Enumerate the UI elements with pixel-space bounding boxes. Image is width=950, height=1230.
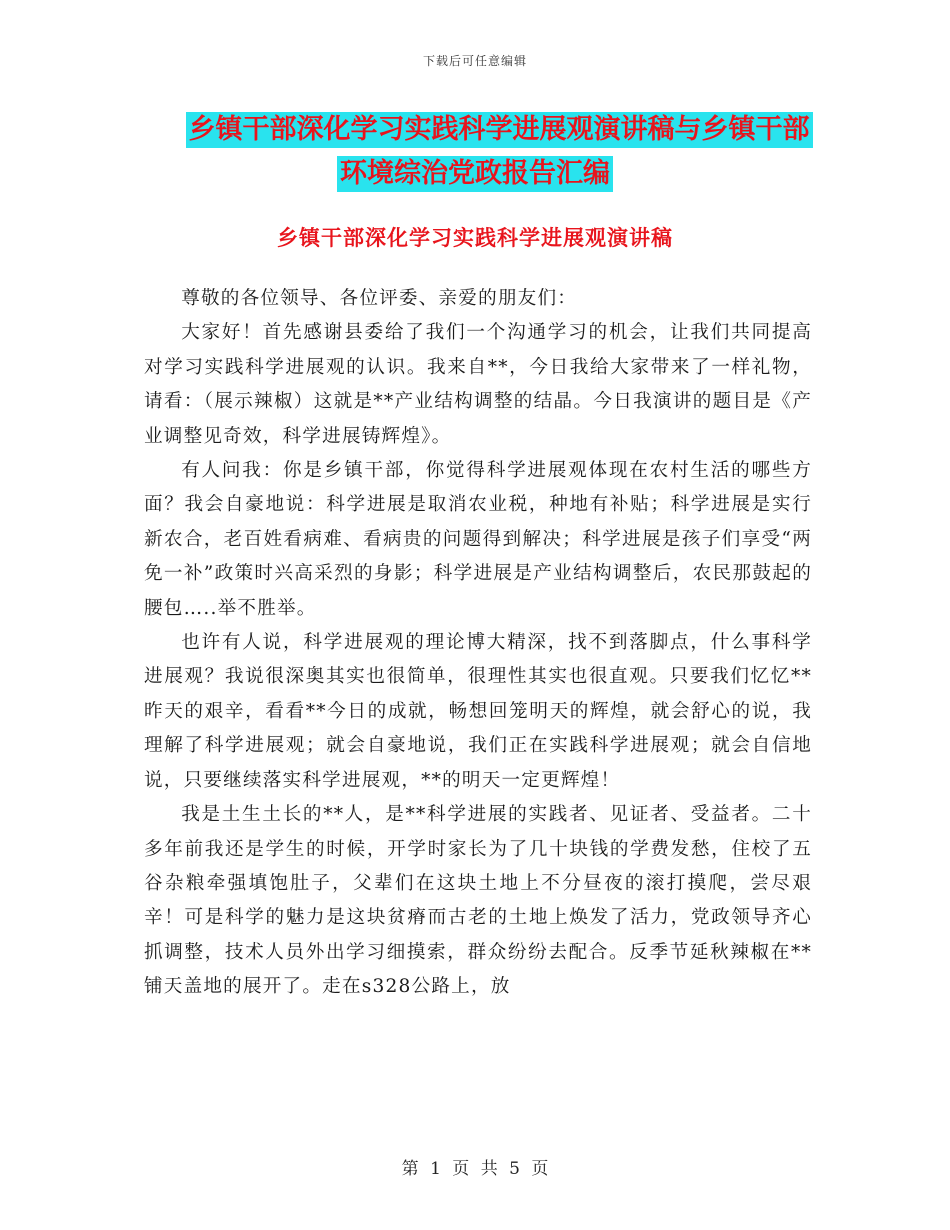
section-title: 乡镇干部深化学习实践科学进展观演讲稿 <box>277 226 673 250</box>
paragraph: 有人问我：你是乡镇干部，你觉得科学进展观体现在农村生活的哪些方面？我会自豪地说：科学进展是取消农业税，种地有补贴；科学进展是实行新农合，老百姓看病难、看病贵的问题得到解决；科学进展是孩子们享受“两免一补”政策时兴高采烈的身影；科学进展是产业结构调整后，农民那鼓起的腰包…..举不胜举。 <box>144 460 812 619</box>
paragraph: 也许有人说，科学进展观的理论博大精深，找不到落脚点，什么事科学进展观？我说很深奥其实也很简单，很理性其实也很直观。只要我们忆忆**昨天的艰辛，看看**今日的成就，畅想回笼明天的辉煌，就会舒心的说，我理解了科学进展观；就会自豪地说，我们正在实践科学进展观；就会自信地说，只要继续落实科学进展观，**的明天一定更辉煌！ <box>144 632 812 791</box>
document-title <box>0 108 950 196</box>
page-number-footer: 第 1 页 共 5 页 <box>401 1159 549 1179</box>
paragraph-greeting: 尊敬的各位领导、各位评委、亲爱的朋友们： <box>181 288 578 309</box>
paragraph: 我是土生土长的**人，是**科学进展的实践者、见证者、受益者。二十多年前我还是学生的时候，开学时家长为了几十块钱的学费发愁，住校了五谷杂粮牵强填饱肚子，父辈们在这块土地上不分昼夜的滚打摸爬，尝尽艰辛！可是科学的魅力是这块贫瘠而古老的土地上焕发了活力，党政领导齐心抓调整，技术人员外出学习细摸索，群众纷纷去配合。反季节延秋辣椒在**铺天盖地的展开了。走在s328公路上，放 <box>144 804 812 998</box>
paragraph: 大家好！首先感谢县委给了我们一个沟通学习的机会，让我们共同提高对学习实践科学进展观的认识。我来自**，今日我给大家带来了一样礼物，请看：（展示辣椒）这就是**产业结构调整的结晶。今日我演讲的题目是《产业调整见奇效，科学进展铸辉煌》。 <box>144 322 812 447</box>
document-title-line-2: 环境综治党政报告汇编 <box>337 156 613 192</box>
document-body <box>144 282 812 1005</box>
header-note: 下载后可任意编辑 <box>422 54 527 68</box>
document-title-line-1: 乡镇干部深化学习实践科学进展观演讲稿与乡镇干部 <box>186 112 813 148</box>
